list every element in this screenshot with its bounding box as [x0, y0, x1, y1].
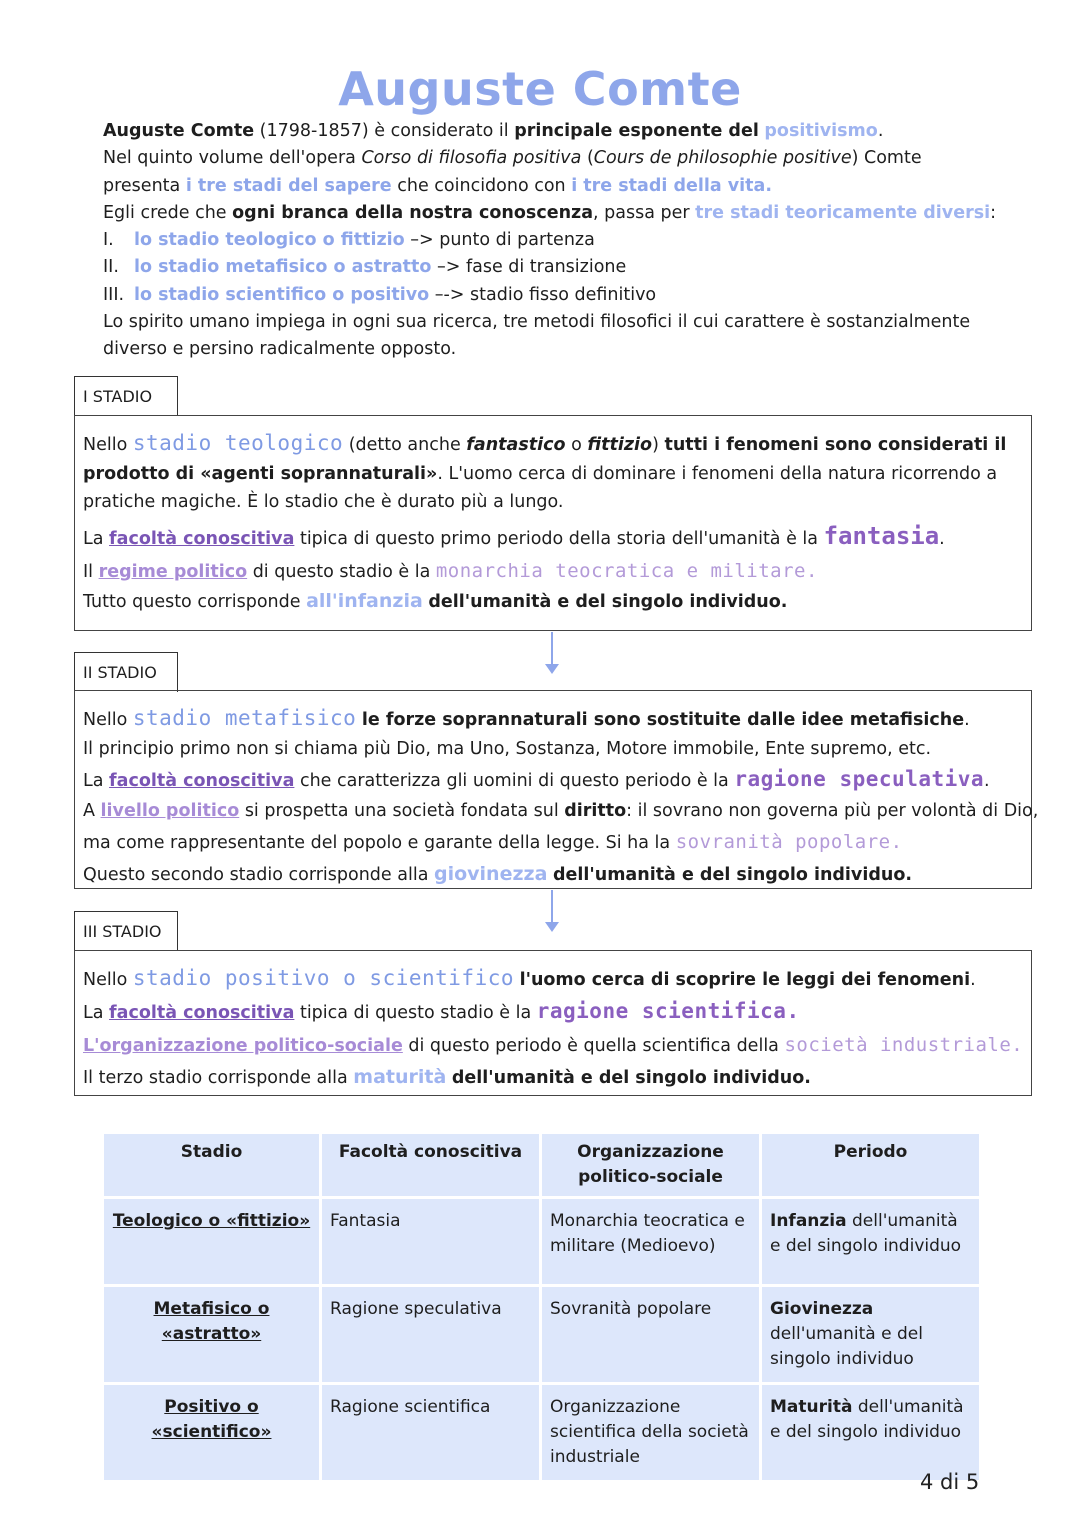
table-cell-stage: Teologico o «fittizio» — [104, 1196, 319, 1284]
table-cell-period: Infanzia dell'umanità e del singolo individuo — [762, 1196, 979, 1284]
intro-line: Egli crede che ogni branca della nostra conoscenza, passa per tre stadi teoricamente diversi: — [103, 202, 997, 223]
page-number: 4 di 5 — [920, 1470, 980, 1494]
stage3-line: Il terzo stadio corrisponde alla maturità dell'umanità e del singolo individuo. — [83, 1066, 811, 1088]
table-cell-org: Sovranità popolare — [542, 1284, 759, 1382]
stage3-tab: III STADIO — [74, 911, 178, 951]
table-cell-period: Giovinezza dell'umanità e del singolo individuo — [762, 1284, 979, 1382]
list-item: II. lo stadio metafisico o astratto –> fase di transizione — [103, 257, 627, 278]
stage2-box — [74, 690, 1039, 889]
arrow-down-icon — [545, 664, 559, 674]
stage2-line: Nello stadio metafisico le forze soprannaturali sono sostituite dalle idee metafisiche. — [83, 706, 970, 730]
stage1-line: Nello stadio teologico (detto anche fantastico o fittizio) tutti i fenomeni sono considerati il — [83, 431, 1007, 455]
stage2-line: Il principio primo non si chiama più Dio, ma Uno, Sostanza, Motore immobile, Ente supremo, etc. — [83, 739, 932, 759]
stage2-tab: II STADIO — [74, 652, 178, 692]
table-header: Facoltà conoscitiva — [322, 1134, 539, 1196]
page-title: Auguste Comte — [338, 62, 742, 116]
stage2-line: Questo secondo stadio corrisponde alla giovinezza dell'umanità e del singolo individuo. — [83, 863, 912, 885]
list-item: III. lo stadio scientifico o positivo –-> stadio fisso definitivo — [103, 284, 657, 305]
intro-line: Auguste Comte (1798-1857) è considerato il principale esponente del positivismo. — [103, 121, 884, 141]
table-header: Stadio — [104, 1134, 319, 1196]
table-cell-period: Maturità dell'umanità e del singolo individuo — [762, 1382, 979, 1480]
stage1-line: La facoltà conoscitiva tipica di questo primo periodo della storia dell'umanità è la fantasia. — [83, 522, 945, 550]
table-header: Periodo — [762, 1134, 979, 1196]
table-cell-faculty: Ragione scientifica — [322, 1382, 539, 1480]
table-row — [104, 1196, 979, 1284]
stage2-line: La facoltà conoscitiva che caratterizza gli uomini di questo periodo è la ragione speculativa. — [83, 767, 990, 791]
table-cell-faculty: Ragione speculativa — [322, 1284, 539, 1382]
stage3-line: La facoltà conoscitiva tipica di questo stadio è la ragione scientifica. — [83, 999, 800, 1023]
table-header-row — [104, 1134, 979, 1196]
table-cell-org: Monarchia teocratica e militare (Medioevo) — [542, 1196, 759, 1284]
arrow-down-icon — [545, 922, 559, 932]
table-header: Organizzazione politico-sociale — [542, 1134, 759, 1196]
arrow-connector — [551, 632, 553, 666]
stage2-line: ma come rappresentante del popolo e garante della legge. Si ha la sovranità popolare. — [83, 831, 903, 853]
list-item: I. lo stadio teologico o fittizio –> punto di partenza — [103, 230, 595, 251]
table-cell-stage: Positivo o «scientifico» — [104, 1382, 319, 1480]
stage3-line: L'organizzazione politico-sociale di questo periodo è quella scientifica della società industriale. — [83, 1034, 1024, 1056]
table-cell-org: Organizzazione scientifica della società industriale — [542, 1382, 759, 1480]
stage1-line: Il regime politico di questo stadio è la monarchia teocratica e militare. — [83, 560, 818, 582]
table-row — [104, 1284, 979, 1382]
stage2-line: A livello politico si prospetta una società fondata sul diritto: il sovrano non governa più per volontà di Dio, — [83, 801, 1039, 821]
arrow-connector — [551, 890, 553, 924]
intro-line: Lo spirito umano impiega in ogni sua ricerca, tre metodi filosofici il cui carattere è sostanzialmente — [103, 312, 971, 333]
intro-line: diverso e persino radicalmente opposto. — [103, 339, 457, 360]
intro-section — [103, 118, 1003, 364]
stage1-line: Tutto questo corrisponde all'infanzia dell'umanità e del singolo individuo. — [83, 590, 788, 612]
stage1-tab: I STADIO — [74, 376, 178, 416]
intro-line: presenta i tre stadi del sapere che coincidono con i tre stadi della vita. — [103, 175, 772, 196]
summary-table — [101, 1134, 982, 1480]
table-cell-faculty: Fantasia — [322, 1196, 539, 1284]
table-cell-stage: Metafisico o «astratto» — [104, 1284, 319, 1382]
table-row — [104, 1382, 979, 1480]
intro-line: Nel quinto volume dell'opera Corso di filosofia positiva (Cours de philosophie positive) Comte — [103, 148, 922, 169]
stage3-line: Nello stadio positivo o scientifico l'uomo cerca di scoprire le leggi dei fenomeni. — [83, 966, 976, 990]
stage1-line: prodotto di «agenti soprannaturali». L'uomo cerca di dominare i fenomeni della natura ricorrendo a — [83, 464, 998, 484]
stage1-box — [74, 415, 1032, 631]
stage3-box — [74, 950, 1032, 1096]
stage1-line: pratiche magiche. È lo stadio che è durato più a lungo. — [83, 492, 564, 512]
